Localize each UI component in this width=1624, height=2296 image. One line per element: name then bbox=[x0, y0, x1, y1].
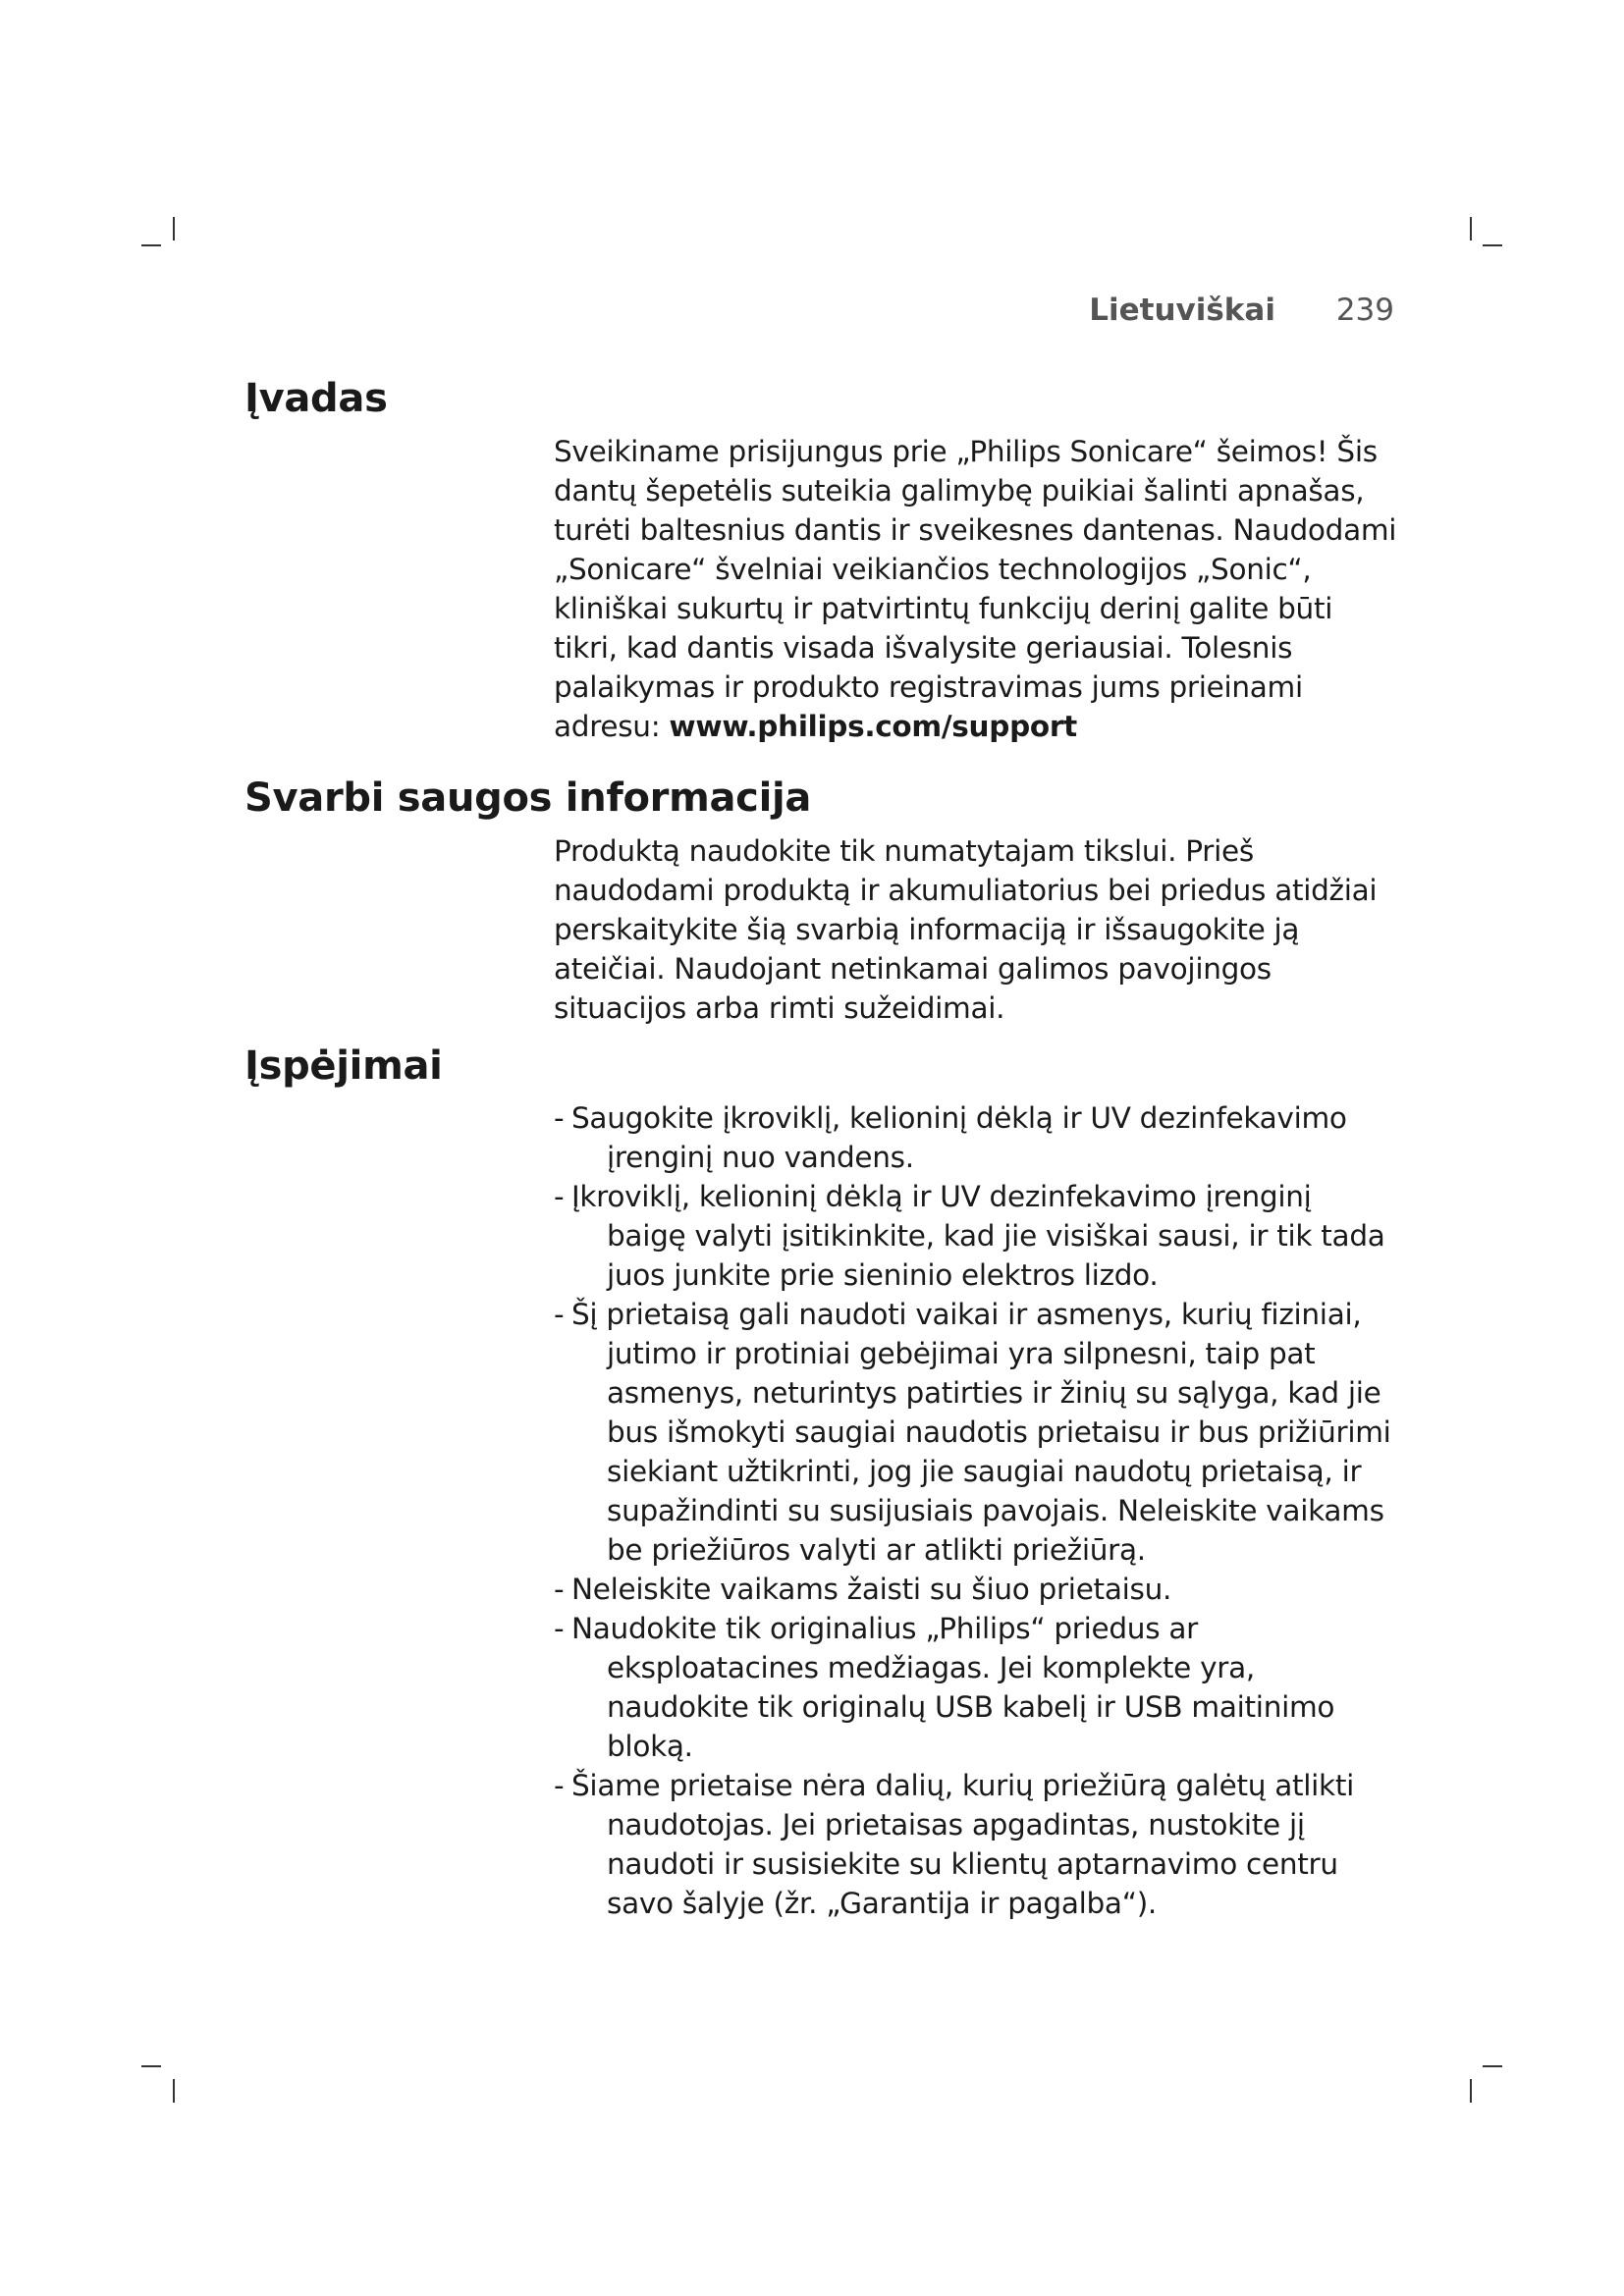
intro-body: Sveikiname prisijungus prie „Philips Sonicare“ šeimos! Šis dantų šepetėlis suteikia galimybę puikiai šalinti apnašas, turėti baltesnius dantis ir sveikesnes dantenas. Naudodami „Sonicare“ švelniai veikiančios technologijos „Sonic“, kliniškai sukurtų ir patvirtintų funkcijų derinį galite būti tikri, kad dantis visada išvalysite geriausiai. Tolesnis palaikymas ir produkto registravimas jums prieinami adresu: bbox=[554, 435, 1397, 743]
crop-mark-top-left-v bbox=[173, 217, 175, 240]
crop-mark-top-right-h bbox=[1483, 244, 1502, 246]
running-header bbox=[1089, 293, 1394, 328]
list-item-text: Naudokite tik originalius „Philips“ priedus ar eksploatacines medžiagas. Jei komplekte yra, naudokite tik originalų USB kabelį ir USB maitinimo bloką. bbox=[571, 1612, 1335, 1763]
list-item-text: Įkroviklį, kelioninį dėklą ir UV dezinfekavimo įrenginį baigę valyti įsitikinkite, kad jie visiškai sausi, ir tik tada juos junkite prie sieninio elektros lizdo. bbox=[571, 1180, 1385, 1292]
list-item bbox=[554, 1098, 1398, 1177]
safety-paragraph bbox=[554, 831, 1398, 1028]
list-item bbox=[554, 1570, 1398, 1609]
crop-mark-bottom-left-h bbox=[141, 2065, 161, 2067]
list-dash: - bbox=[554, 1101, 565, 1135]
list-dash: - bbox=[554, 1298, 565, 1331]
list-item-text: Neleiskite vaikams žaisti su šiuo prietaisu. bbox=[571, 1573, 1172, 1606]
list-item bbox=[554, 1766, 1398, 1923]
list-item-text: Šiame prietaise nėra dalių, kurių priežiūrą galėtų atlikti naudotojas. Jei prietaisas apgadintas, nustokite jį naudoti ir susisiekite su klientų aptarnavimo centru savo šalyje (žr. „Garantija ir pagalba“). bbox=[571, 1769, 1354, 1920]
safety-text: Produktą naudokite tik numatytajam tikslui. Prieš naudodami produktą ir akumuliatorius bei priedus atidžiai perskaitykite šią svarbią informaciją ir išsaugokite ją ateičiai. Naudojant netinkamai galimos pavojingos situacijos arba rimti sužeidimai. bbox=[554, 834, 1378, 1025]
warnings-block bbox=[554, 1098, 1398, 1923]
crop-mark-bottom-right-h bbox=[1483, 2065, 1502, 2067]
list-item bbox=[554, 1295, 1398, 1570]
crop-mark-top-right-v bbox=[1470, 217, 1472, 240]
section-title-warnings: Įspėjimai bbox=[244, 1043, 443, 1089]
header-language: Lietuviškai bbox=[1089, 293, 1275, 328]
warnings-list bbox=[554, 1098, 1398, 1923]
crop-mark-bottom-left-v bbox=[173, 2079, 175, 2103]
list-dash: - bbox=[554, 1612, 565, 1645]
section-title-intro: Įvadas bbox=[244, 376, 388, 421]
crop-mark-top-left-h bbox=[141, 244, 161, 246]
list-item bbox=[554, 1177, 1398, 1295]
list-item bbox=[554, 1609, 1398, 1766]
support-link[interactable]: www.philips.com/support bbox=[669, 710, 1077, 743]
crop-mark-bottom-right-v bbox=[1470, 2079, 1472, 2103]
list-item-text: Saugokite įkroviklį, kelioninį dėklą ir UV dezinfekavimo įrenginį nuo vandens. bbox=[571, 1101, 1347, 1174]
page-number: 239 bbox=[1335, 293, 1394, 328]
list-dash: - bbox=[554, 1573, 565, 1606]
intro-text bbox=[554, 432, 1398, 746]
section-title-safety: Svarbi saugos informacija bbox=[244, 775, 812, 821]
intro-paragraph bbox=[554, 432, 1398, 746]
list-item-text: Šį prietaisą gali naudoti vaikai ir asmenys, kurių fiziniai, jutimo ir protiniai gebėjimai yra silpnesni, taip pat asmenys, neturintys patirties ir žinių su sąlyga, kad jie bus išmokyti saugiai naudotis prietaisu ir bus prižiūrimi siekiant užtikrinti, jog jie saugiai naudotų prietaisą, ir supažindinti su susijusiais pavojais. Neleiskite vaikams be priežiūros valyti ar atlikti priežiūrą. bbox=[571, 1298, 1391, 1567]
list-dash: - bbox=[554, 1769, 565, 1802]
list-dash: - bbox=[554, 1180, 565, 1213]
